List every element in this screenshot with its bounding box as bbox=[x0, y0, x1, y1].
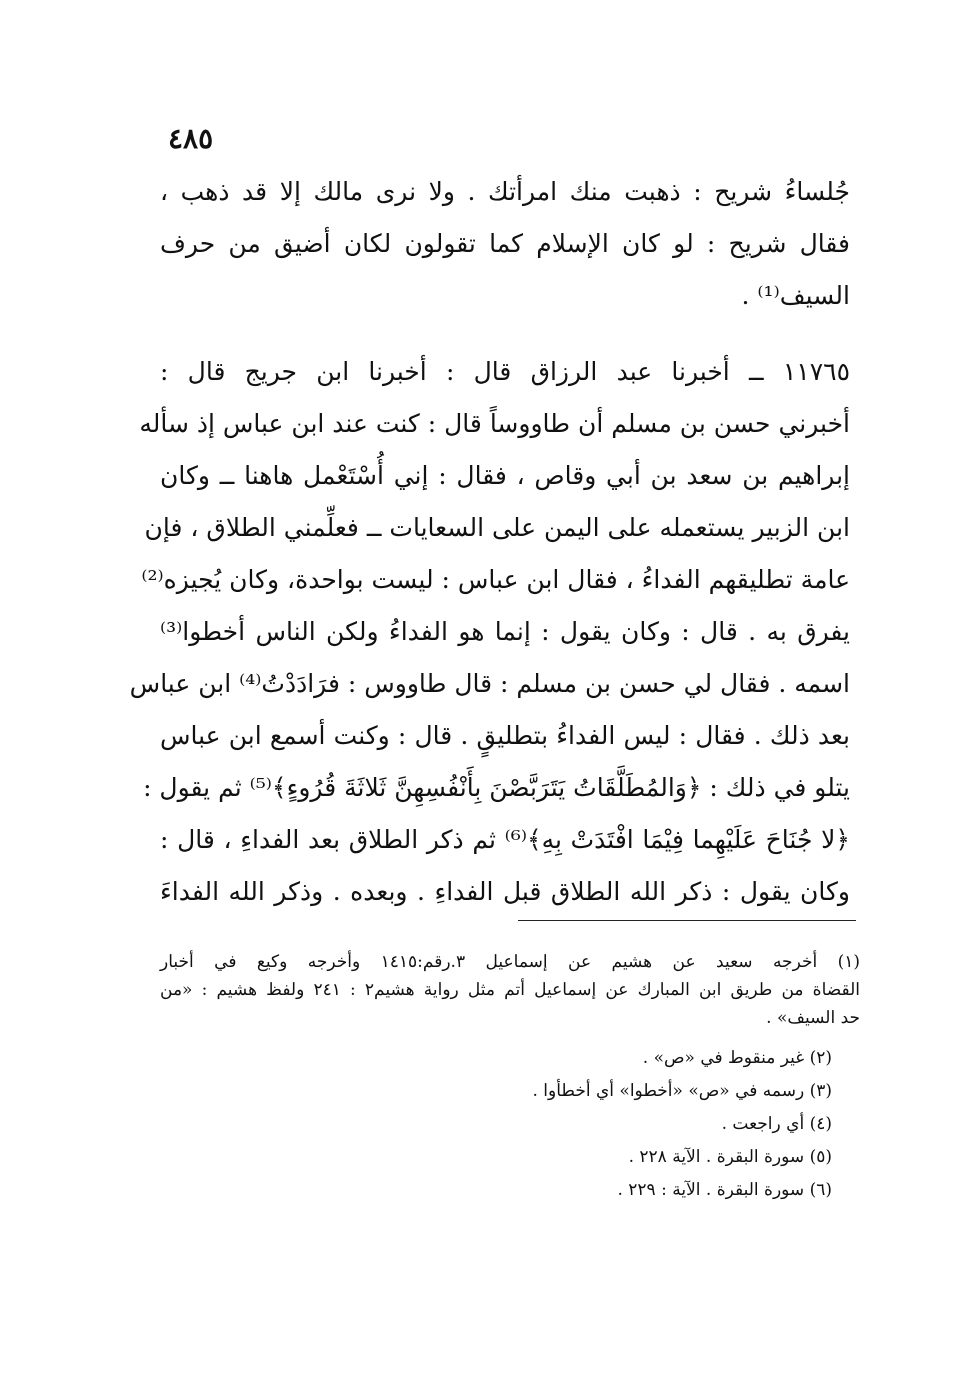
text-line: بعد ذلك . فقال : ليس الفداءُ بتطليقٍ . قال : وكنت أسمع ابن عباس bbox=[160, 721, 850, 750]
footnotes bbox=[160, 948, 860, 1207]
footnote-5: (٥) سورة البقرة . الآية ٢٢٨ . bbox=[628, 1147, 832, 1167]
footnote-divider bbox=[518, 920, 856, 921]
text-line: إبراهيم بن سعد بن أبي وقاص ، فقال : إني أُسْتَعْمل هاهنا ــ وكان bbox=[160, 461, 850, 490]
text-line: ١١٧٦٥ ــ أخبرنا عبد الرزاق قال : أخبرنا ابن جريج قال : bbox=[160, 357, 850, 386]
main-text bbox=[129, 166, 851, 918]
footnote-1-line: حد السيف» . bbox=[766, 1008, 860, 1028]
text-line: يفرق به . قال : وكان يقول : إنما هو الفداءُ ولكن الناس أخطوا⁽³⁾ bbox=[160, 617, 850, 646]
footnote-gap bbox=[160, 1032, 860, 1042]
footnote-1-line: (١) أخرجه سعيد عن هشيم عن إسماعيل ٣.رقم:١٤١٥ وأخرجه وكيع في أخبار bbox=[160, 952, 861, 972]
text-line: وكان يقول : ذكر الله الطلاق قبل الفداءِ . وبعده . وذكر الله الفداءَ bbox=[160, 877, 850, 906]
text-line: جُلساءُ شريح : ذهبت منك امرأتك . ولا نرى مالك إلا قد ذهب ، bbox=[160, 177, 850, 206]
text-line: أخبرني حسن بن مسلم أن طاووساً قال : كنت عند ابن عباس إذ سأله bbox=[139, 409, 850, 438]
text-line: عامة تطليقهم الفداءُ ، فقال ابن عباس : ليست بواحدة، وكان يُجيزه⁽²⁾ bbox=[141, 565, 850, 594]
text-line: اسمه . فقال لي حسن بن مسلم : قال طاووس : فرَادَدْتُ⁽⁴⁾ ابن عباس bbox=[129, 669, 850, 698]
text-line: ﴿لا جُنَاحَ عَلَيْهِما فِيْمَا افْتَدَتْ بِهِ﴾⁽⁶⁾ ثم ذكر الطلاق بعد الفداءِ ، قال : bbox=[160, 825, 851, 854]
text-line: السيف⁽¹⁾ . bbox=[741, 281, 850, 310]
footnote-3: (٣) رسمه في «ص» «أخطوا» أي أخطأوا . bbox=[532, 1081, 832, 1101]
text-line: فقال شريح : لو كان الإسلام كما تقولون لكان أضيق من حرف bbox=[160, 229, 850, 258]
footnote-6: (٦) سورة البقرة . الآية : ٢٢٩ . bbox=[617, 1180, 832, 1200]
text-line: ابن الزبير يستعمله على اليمن على السعايات ــ فعلِّمني الطلاق ، فإن bbox=[144, 513, 850, 542]
text-line: يتلو في ذلك : ﴿وَالمُطَلَّقَاتُ يَتَرَبَّصْنَ بِأَنْفُسِهِنَّ ثَلاثَةَ قُرُوءٍ﴾⁽⁵⁾ ثم يقول : bbox=[143, 773, 850, 802]
page-number: ٤٨٥ bbox=[168, 122, 214, 155]
footnote-1-line: القضاة من طريق ابن المبارك عن إسماعيل أتم مثل رواية هشيم٢ : ٢٤١ ولفظ هشيم : «من bbox=[160, 980, 860, 1000]
paragraph-gap bbox=[160, 322, 850, 346]
footnote-4: (٤) أي راجعت . bbox=[721, 1114, 832, 1134]
footnote-2: (٢) غير منقوط في «ص» . bbox=[642, 1048, 832, 1068]
